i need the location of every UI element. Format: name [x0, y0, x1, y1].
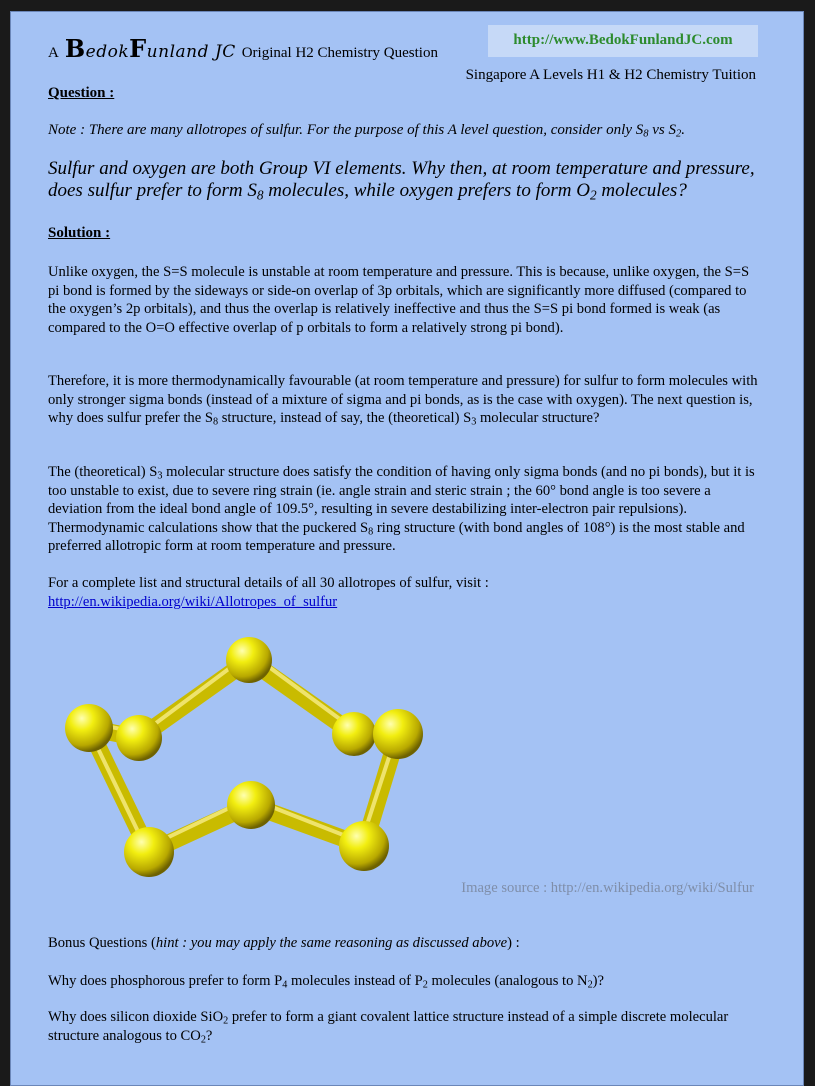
sulfur-atom [116, 715, 162, 761]
s8-molecule-image [56, 624, 426, 894]
bonus-hint: hint : you may apply the same reasoning as discussed above [155, 935, 508, 951]
question-text: Sulfur and oxygen are both Group VI elements. Why then, at room temperature and pressure, does sulfur prefer to form $S_8$ molecules, while oxygen prefers to form $O_2$ molecules? [48, 158, 755, 203]
solution-heading: Solution : [48, 225, 111, 241]
sulfur-atom [339, 821, 389, 871]
allotropes-intro: For a complete list and structural details of all 30 allotropes of sulfur, visit : [48, 575, 489, 591]
brand-prefix: A [48, 45, 59, 61]
sulfur-atom [373, 709, 423, 759]
sulfur-atom [226, 637, 272, 683]
sulfur-atom [65, 704, 113, 752]
document-page [10, 11, 804, 1086]
question-heading: Question : [48, 85, 115, 101]
solution-paragraph-4 [48, 574, 758, 611]
brand-line [48, 34, 438, 63]
sulfur-atom [227, 781, 275, 829]
sulfur-atom [124, 827, 174, 877]
tuition-tagline: Singapore A Levels H1 & H2 Chemistry Tuition [465, 67, 756, 83]
sulfur-atoms [65, 637, 423, 877]
solution-paragraph-2: Therefore, it is more thermodynamically favourable (at room temperature and pressure) for sulfur to form molecules with only stronger sigma bonds (instead of a mixture of sigma and pi bonds, as is the case with oxygen). The next question is, why does sulfur prefer the $S_8$ structure, instead of say, the (theoretical) $S_3$ molecular structure? [48, 373, 758, 428]
bonus-intro: Bonus Questions (hint : you may apply the same reasoning as discussed above) : [48, 935, 520, 951]
sulfur-atom [332, 712, 376, 756]
site-url-box[interactable]: http://www.BedokFunlandJC.com [488, 25, 758, 57]
solution-paragraph-1: Unlike oxygen, the S=S molecule is unstable at room temperature and pressure. This is because, unlike oxygen, the S=S pi bond is formed by the sideways or side-on overlap of 3p orbitals, which are significantly more diffused (compared to the oxygen’s 2p orbitals), and thus the overlap is relatively ineffective and thus the S=S pi bond formed is weak (as compared to the O=O effective overlap of p orbitals to form a relatively strong pi bond). [48, 264, 750, 336]
question-note: Note : There are many allotropes of sulfur. For the purpose of this A level question, consider only $S_8$ vs $S_2$. [48, 122, 685, 140]
brand-suffix: Original H2 Chemistry Question [241, 45, 438, 61]
bonus-question-2: Why does silicon dioxide SiO$_2$ prefer to form a giant covalent lattice structure instead of a simple discrete molecular structure analogous to $CO_2$? [48, 1009, 729, 1046]
bonus-question-1: Why does phosphorous prefer to form $P_4$ molecules instead of $P_2$ molecules (analogous to $N_2$)? [48, 973, 605, 991]
allotropes-link[interactable]: http://en.wikipedia.org/wiki/Allotropes_of_sulfur [48, 593, 338, 610]
image-source-caption: Image source : http://en.wikipedia.org/wiki/Sulfur [461, 880, 754, 896]
solution-paragraph-3: The (theoretical) $S_3$ molecular structure does satisfy the condition of having only sigma bonds (and no pi bonds), but it is too unstable to exist, due to severe ring strain (ie. angle strain and steric strain ; the 60° bond angle is too severe a deviation from the ideal bond angle of 109.5°, resulting in severe destabilizing inter-electron pair repulsions). Thermodynamic calculations show that the puckered $S_8$ ring structure (with bond angles of 108°) is the most stable and preferred allotropic form at room temperature and pressure. [48, 464, 755, 554]
bedokfunlandjc-logo: BedokFunland JC [64, 34, 236, 63]
